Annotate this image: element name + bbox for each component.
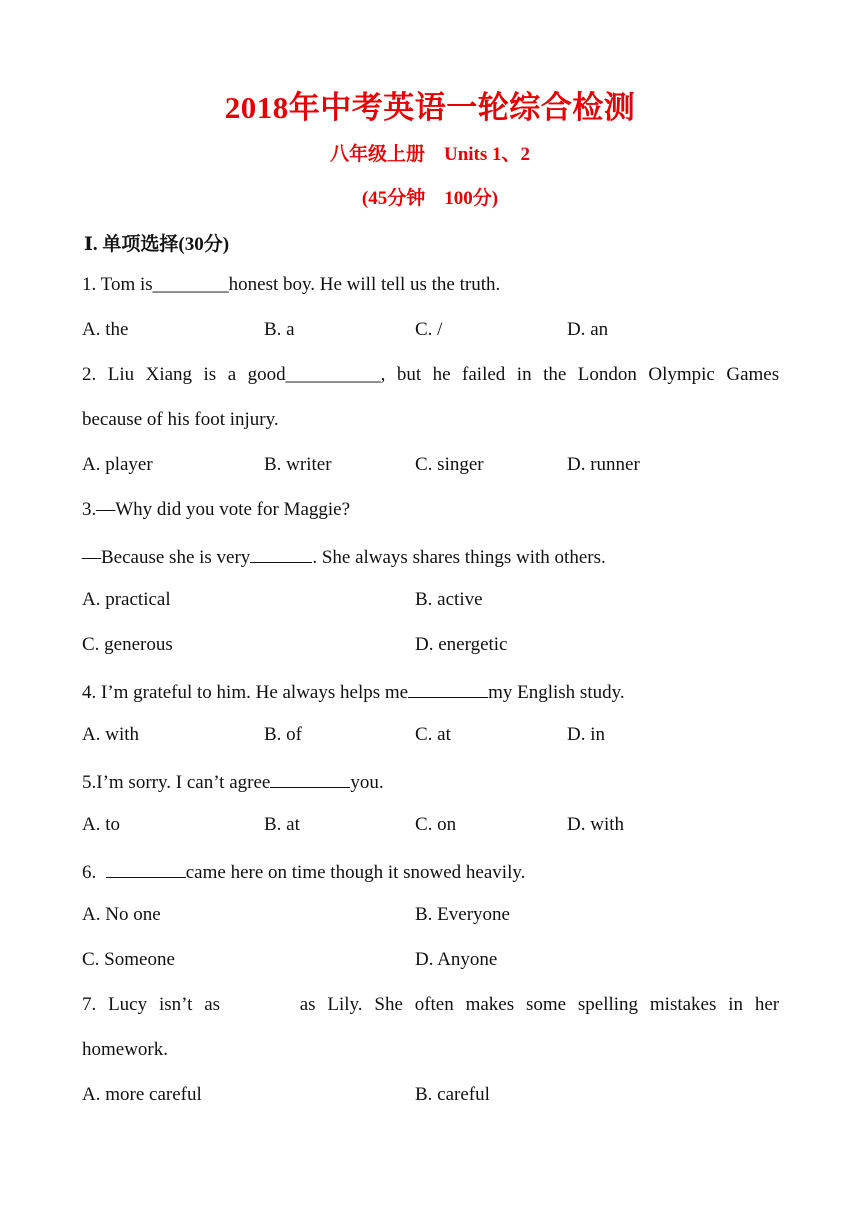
option-b: B. a xyxy=(264,319,295,340)
answer-blank xyxy=(270,769,350,788)
option-a: A. No one xyxy=(82,904,161,925)
option-d: D. Anyone xyxy=(415,949,498,970)
question-7-line-1: 7. Lucy isn’t as as Lily. She often makes some spelling mistakes in her xyxy=(82,994,780,1015)
option-c: C. generous xyxy=(82,634,173,655)
option-b: B. careful xyxy=(415,1084,490,1105)
option-a: A. with xyxy=(82,724,139,745)
answer-blank xyxy=(408,679,488,698)
option-c: C. / xyxy=(415,319,443,340)
section-heading: Ⅰ. 单项选择(30分) xyxy=(84,234,230,255)
option-b: B. active xyxy=(415,589,483,610)
option-d: D. runner xyxy=(567,454,640,475)
question-3-line-1: 3.—Why did you vote for Maggie? xyxy=(82,499,351,520)
answer-blank xyxy=(250,544,312,563)
question-3-line-2: —Because she is very . She always shares things with others. xyxy=(82,544,606,569)
question-1 xyxy=(82,274,500,296)
option-c: C. Someone xyxy=(82,949,175,970)
answer-blank: ________ xyxy=(152,274,229,295)
option-b: B. writer xyxy=(264,454,332,475)
question-text: honest boy. He will tell us the truth. xyxy=(228,274,501,295)
option-c: C. singer xyxy=(415,454,484,475)
option-b: B. at xyxy=(264,814,300,835)
page-subtitle: 八年级上册 Units 1、2 xyxy=(329,144,531,165)
option-d: D. in xyxy=(567,724,605,745)
page-title: 2018年中考英语一轮综合检测 xyxy=(224,90,636,125)
question-4: 4. I’m grateful to him. He always helps me my English study. xyxy=(82,679,625,704)
option-a: A. to xyxy=(82,814,120,835)
question-text: Tom is xyxy=(100,274,153,295)
question-5: 5.I’m sorry. I can’t agree you. xyxy=(82,769,384,794)
option-a: A. more careful xyxy=(82,1084,202,1105)
question-2-line-2: because of his foot injury. xyxy=(82,409,279,430)
answer-blank xyxy=(106,859,186,878)
question-6: 6. came here on time though it snowed heavily. xyxy=(82,859,525,884)
time-score: (45分钟 100分) xyxy=(361,188,499,209)
option-c: C. on xyxy=(415,814,457,835)
option-d: D. an xyxy=(567,319,609,340)
option-b: B. of xyxy=(264,724,302,745)
question-2-line-1: 2. Liu Xiang is a good__________, but he failed in the London Olympic Games xyxy=(82,364,780,385)
option-a: A. practical xyxy=(82,589,171,610)
option-c: C. at xyxy=(415,724,451,745)
option-d: D. energetic xyxy=(415,634,508,655)
option-d: D. with xyxy=(567,814,624,835)
question-7-line-2: homework. xyxy=(82,1039,169,1060)
option-a: A. the xyxy=(82,319,129,340)
question-number: 1. xyxy=(82,274,97,295)
option-a: A. player xyxy=(82,454,153,475)
option-b: B. Everyone xyxy=(415,904,510,925)
